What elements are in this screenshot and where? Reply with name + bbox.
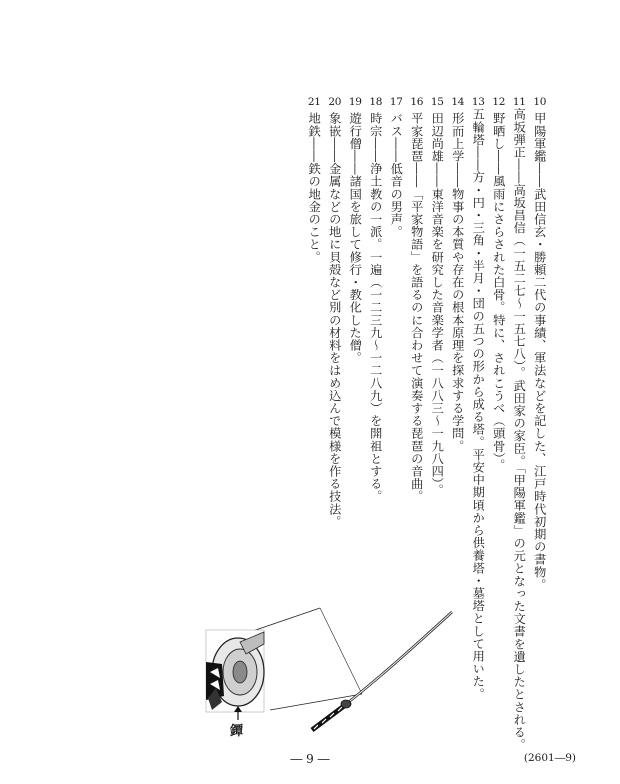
note-text: 時宗――浄土教の一派。一遍（一二三九〜一二八九）を開祖とする。 <box>368 112 383 503</box>
note-number: 14 <box>451 96 465 108</box>
note-19 <box>345 96 366 616</box>
sword-tsuba-illustration <box>200 602 460 738</box>
note-text: 遊行僧――諸国を旅して修行・教化した僧。 <box>348 112 363 364</box>
note-14 <box>448 96 469 616</box>
note-number: 21 <box>307 96 321 108</box>
note-number: 12 <box>492 96 506 108</box>
note-10 <box>530 96 551 616</box>
note-11 <box>509 96 530 751</box>
note-number: 11 <box>512 96 526 108</box>
note-text: バス――低音の男声。 <box>389 112 404 238</box>
note-text: 形而上学――物事の本質や存在の根本原理を探求する学問。 <box>450 112 465 453</box>
note-13 <box>468 96 489 701</box>
katana-icon <box>200 602 460 738</box>
note-text: 平家琵琶――「平家物語」を語るのに合わせて演奏する琵琶の音曲。 <box>409 112 424 503</box>
note-number: 19 <box>348 96 362 108</box>
note-18 <box>366 96 387 616</box>
note-text: 野晒し――風雨にさらされた白骨。特に、されこうべ（頭骨）。 <box>491 112 506 472</box>
note-17 <box>386 96 407 616</box>
note-21 <box>304 96 325 616</box>
note-number: 13 <box>471 96 485 108</box>
note-text: 五輪塔――方・円・三角・半月・団の五つの形から成る塔。平安中期頃から供養塔・墓塔として用いた。 <box>471 108 486 701</box>
glossary-notes <box>304 96 550 751</box>
note-text: 地鉄――鉄の地金のこと。 <box>307 112 322 264</box>
note-15 <box>427 96 448 616</box>
note-12 <box>489 96 510 616</box>
note-text: 象嵌――金属などの地に貝殻など別の材料をはめ込んで模様を作る技法。 <box>327 112 342 528</box>
page-number: ― 9 ― <box>290 752 330 766</box>
note-number: 10 <box>533 96 547 108</box>
note-16 <box>407 96 428 616</box>
note-number: 17 <box>389 96 403 108</box>
note-text: 田辺尚雄――東洋音楽を研究した音楽学者（一八八三〜一九八四）。 <box>430 112 445 497</box>
exam-code: (2601―9) <box>523 752 576 764</box>
tsuba-label: 鐔 <box>230 724 244 739</box>
note-number: 20 <box>328 96 342 108</box>
note-number: 18 <box>369 96 383 108</box>
note-text: 高坂弾正――高坂昌信（一五二七〜一五七八）。武田家の家臣。「甲陽軍鑑」の元となった文書を遺したとされる。 <box>512 108 527 751</box>
note-text: 甲陽軍鑑――武田信玄・勝頼二代の事績、軍法などを記した、江戸時代初期の書物。 <box>532 112 547 591</box>
note-number: 15 <box>430 96 444 108</box>
note-number: 16 <box>410 96 424 108</box>
note-20 <box>325 96 346 616</box>
